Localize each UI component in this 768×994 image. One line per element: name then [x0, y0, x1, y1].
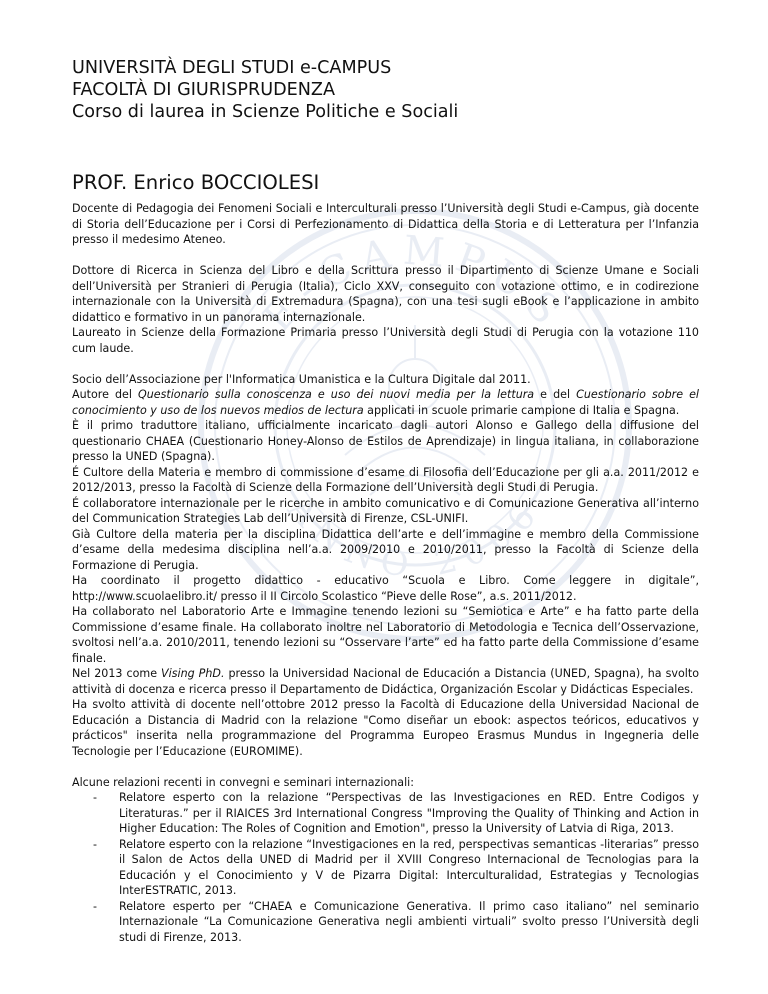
progetto-paragraph: Ha coordinato il progetto didattico - educativo “Scuola e Libro. Come leggere in digitale”, http://www.scuolaelibro.it/ presso il II Circolo Scolastico “Pieve delle Rose”, a.s. 2011/2012. — [72, 574, 699, 603]
translator-paragraph: È il primo traduttore italiano, ufficialmente incaricato dagli autori Alonso e Gallego della diffusione del questionario CHAEA (Cuestionario Honey-Alonso de Estilos de Aprendizaje) in lingua italiana, in collaborazione presso la UNED (Spagna). — [72, 419, 699, 463]
conferences-list — [72, 790, 699, 945]
intro-paragraph: Docente di Pedagogia dei Fenomeni Sociali e Interculturali presso l’Università degli Studi e-Campus, già docente di Storia dell’Educazione per i Corsi di Perfezionamento di Didattica della Storia e di Letteratura per l’Infanzia presso il medesimo Ateneo. — [72, 202, 699, 246]
doctorate-paragraph: Dottore di Ricerca in Scienza del Libro e della Scrittura presso il Dipartimento di Scienze Umane e Sociali dell’Università per Stranieri di Perugia (Italia), Ciclo XXV, conseguito con votazione ottimo, e in codirezione internazionale con la Università di Extremadura (Spagna), con una tesi sugli eBook e l’applicazione in ambito didattico e formativo in un panorama internazionale. — [72, 264, 699, 324]
bullet-dash: - — [93, 837, 98, 851]
degree-paragraph: Laureato in Scienze della Formazione Primaria presso l’Università degli Studi di Perugia con la votazione 110 cum laude. — [72, 326, 699, 355]
visiting-phd-label: Vising PhD. — [161, 667, 225, 680]
document-body — [72, 57, 699, 945]
course-name: Corso di laurea in Scienze Politiche e Sociali — [72, 102, 459, 122]
professor-name: PROF. Enrico BOCCIOLESI — [72, 171, 320, 194]
questionnaire-spanish-title: Cuestionario sobre el conocimiento y uso de los nuevos medios de lectura — [72, 388, 699, 417]
university-name: UNIVERSITÀ DEGLI STUDI e-CAMPUS — [72, 58, 392, 78]
laboratorio-paragraph: Ha collaborato nel Laboratorio Arte e Immagine tenendo lezioni su “Semiotica e Arte” e ha fatto parte della Commissione d’esame finale. Ha collaborato inoltre nel Laboratorio di Metodologia e Tecnica dell’Osservazione, svoltosi nell’a.a. 2010/2011, tenendo lezioni su “Osservare l’arte” ed ha fatto parte della Commissione d’esame finale. — [72, 605, 699, 665]
list-item: - Relatore esperto per “CHAEA e Comunicazione Generativa. Il primo caso italiano” nel seminario Internazionale “La Comunicazione Generativa negli ambienti virtuali” svolto presso l’Università degli studi di Firenze, 2013. — [93, 899, 699, 944]
visiting-paragraph: Nel 2013 come Vising PhD. presso la Universidad Nacional de Educación a Distancia (UNED, Spagna), ha svolto attività di docenza e ricerca presso il Departamento de Didáctica, Organización Escolar y Didácticas Especiales. — [72, 667, 699, 696]
list-item: - Relatore esperto con la relazione “Investigaciones en la red, perspectivas semanticas -literarias” presso il Salon de Actos della UNED di Madrid per il XVIII Congreso Internacional de Tecnologias para la Educación y el Conocimiento y V de Pizarra Digital: Interculturalidad, Estrategias y Tecnologias InterESTRATIC, 2013. — [93, 837, 699, 897]
cultore-paragraph: É Cultore della Materia e membro di commissione d’esame di Filosofia dell’Educazione per gli a.a. 2011/2012 e 2012/2013, presso la Facoltà di Scienze della Formazione dell’Università degli Studi di Perugia. — [72, 465, 699, 494]
questionnaire-italian-title: Questionario sulla conoscenza e uso dei nuovi media per la lettura — [138, 388, 535, 401]
bullet-dash: - — [93, 899, 98, 913]
list-item: - Relatore esperto con la relazione “Perspectivas de las Investigaciones en RED. Entre Codigos y Literaturas.” per il RIAICES 3rd International Congress "Improving the Quality of Thinking and Action in Higher Education: The Roles of Cognition and Emotion", presso la University of Latvia di Riga, 2013. — [93, 791, 699, 835]
membership-paragraph: Socio dell’Associazione per l'Informatica Umanistica e la Cultura Digitale dal 2011. — [72, 372, 531, 386]
seal-bottom-text: ANNO 2006 — [279, 489, 551, 587]
author-paragraph: Autore del Questionario sulla conoscenza e uso dei nuovi media per la lettura e del Cuestionario sobre el conocimiento y uso de los nuevos medios de lectura applicati in scuole primarie campione di Italia e Spagna. — [72, 388, 699, 417]
seal-top-text: E-CAMPUS — [254, 227, 576, 341]
collaboratore-paragraph: É collaboratore internazionale per le ricerche in ambito comunicativo e di Comunicazione Generativa all’interno del Communication Strategies Lab dell’Università di Firenze, CSL-UNIFI. — [72, 496, 699, 525]
didattica-arte-paragraph: Già Cultore della materia per la disciplina Didattica dell’arte e dell’immagine e membro della Commissione d’esame della medesima disciplina nell’a.a. 2009/2010 e 2010/2011, presso la Facoltà di Scienze della Formazione di Perugia. — [72, 527, 699, 572]
conferences-intro: Alcune relazioni recenti in convegni e seminari internazionali: — [72, 775, 414, 789]
madrid-paragraph: Ha svolto attività di docente nell’ottobre 2012 presso la Facoltà di Educazione della Universidad Nacional de Educación a Distancia di Madrid con la relazione "Como diseñar un ebook: aspectos teóricos, educativos y prácticos" inserita nella programmazione del Programma Europeo Erasmus Mundus in Ingegneria delle Tecnologie per l’Educazione (EUROMIME). — [72, 698, 699, 758]
bullet-dash: - — [93, 791, 98, 804]
faculty-name: FACOLTÀ DI GIURISPRUDENZA — [72, 80, 335, 100]
